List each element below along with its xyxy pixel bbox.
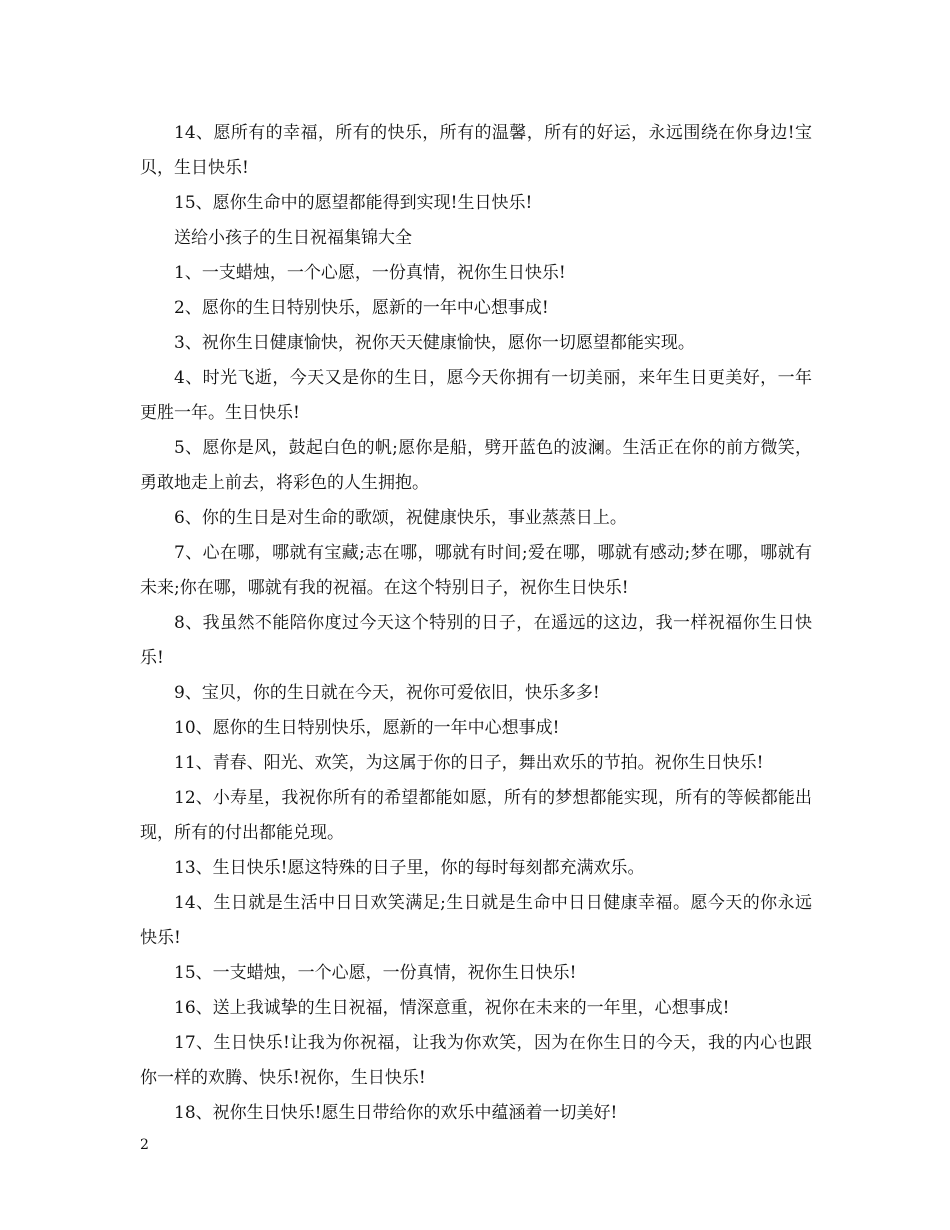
paragraph-kid-wish-1: 1、一支蜡烛，一个心愿，一份真情，祝你生日快乐! <box>174 263 566 283</box>
paragraph-kid-wish-16: 16、送上我诚挚的生日祝福，情深意重，祝你在未来的一年里，心想事成! <box>174 998 730 1018</box>
paragraph-kid-wish-17: 17、生日快乐!让我为你祝福，让我为你欢笑，因为在你生日的今天，我的内心也跟你一样的欢腾、快乐!祝你，生日快乐! <box>140 1033 812 1088</box>
paragraph-wish-14: 14、愿所有的幸福，所有的快乐，所有的温馨，所有的好运，永远围绕在你身边!宝贝，生日快乐! <box>140 123 812 178</box>
paragraph-kid-wish-3: 3、祝你生日健康愉快，祝你天天健康愉快，愿你一切愿望都能实现。 <box>174 333 695 353</box>
paragraph-kid-wish-13: 13、生日快乐!愿这特殊的日子里，你的每时每刻都充满欢乐。 <box>174 858 645 878</box>
paragraph-wish-15: 15、愿你生命中的愿望都能得到实现!生日快乐! <box>174 193 533 213</box>
paragraph-kid-wish-11: 11、青春、阳光、欢笑，为这属于你的日子，舞出欢乐的节拍。祝你生日快乐! <box>174 753 764 773</box>
document-body <box>140 116 812 1131</box>
page-number: 2 <box>140 1137 149 1153</box>
paragraph-kid-wish-15: 15、一支蜡烛，一个心愿，一份真情，祝你生日快乐! <box>174 963 577 983</box>
paragraph-kid-wish-12: 12、小寿星，我祝你所有的希望都能如愿，所有的梦想都能实现，所有的等候都能出现，所有的付出都能兑现。 <box>140 788 812 843</box>
paragraph-kid-wish-18: 18、祝你生日快乐!愿生日带给你的欢乐中蕴涵着一切美好! <box>174 1103 618 1123</box>
paragraph-kid-wish-10: 10、愿你的生日特别快乐，愿新的一年中心想事成! <box>174 718 560 738</box>
paragraph-kid-wish-4: 4、时光飞逝，今天又是你的生日，愿今天你拥有一切美丽，来年生日更美好，一年更胜一年。生日快乐! <box>140 368 812 423</box>
paragraph-kid-wish-6: 6、你的生日是对生命的歌颂，祝健康快乐，事业蒸蒸日上。 <box>174 508 627 528</box>
paragraph-kid-wish-8: 8、我虽然不能陪你度过今天这个特别的日子，在遥远的这边，我一样祝福你生日快乐! <box>140 613 812 668</box>
paragraph-kid-wish-9: 9、宝贝，你的生日就在今天，祝你可爱依旧，快乐多多! <box>174 683 600 703</box>
paragraph-kid-wish-14: 14、生日就是生活中日日欢笑满足;生日就是生命中日日健康幸福。愿今天的你永远快乐! <box>140 893 812 948</box>
section-heading: 送给小孩子的生日祝福集锦大全 <box>174 228 412 248</box>
paragraph-kid-wish-5: 5、愿你是风，鼓起白色的帆;愿你是船，劈开蓝色的波澜。生活正在你的前方微笑，勇敢地走上前去，将彩色的人生拥抱。 <box>140 438 812 493</box>
paragraph-kid-wish-7: 7、心在哪，哪就有宝藏;志在哪，哪就有时间;爱在哪，哪就有感动;梦在哪，哪就有未来;你在哪，哪就有我的祝福。在这个特别日子，祝你生日快乐! <box>140 543 812 598</box>
paragraph-kid-wish-2: 2、愿你的生日特别快乐，愿新的一年中心想事成! <box>174 298 549 318</box>
